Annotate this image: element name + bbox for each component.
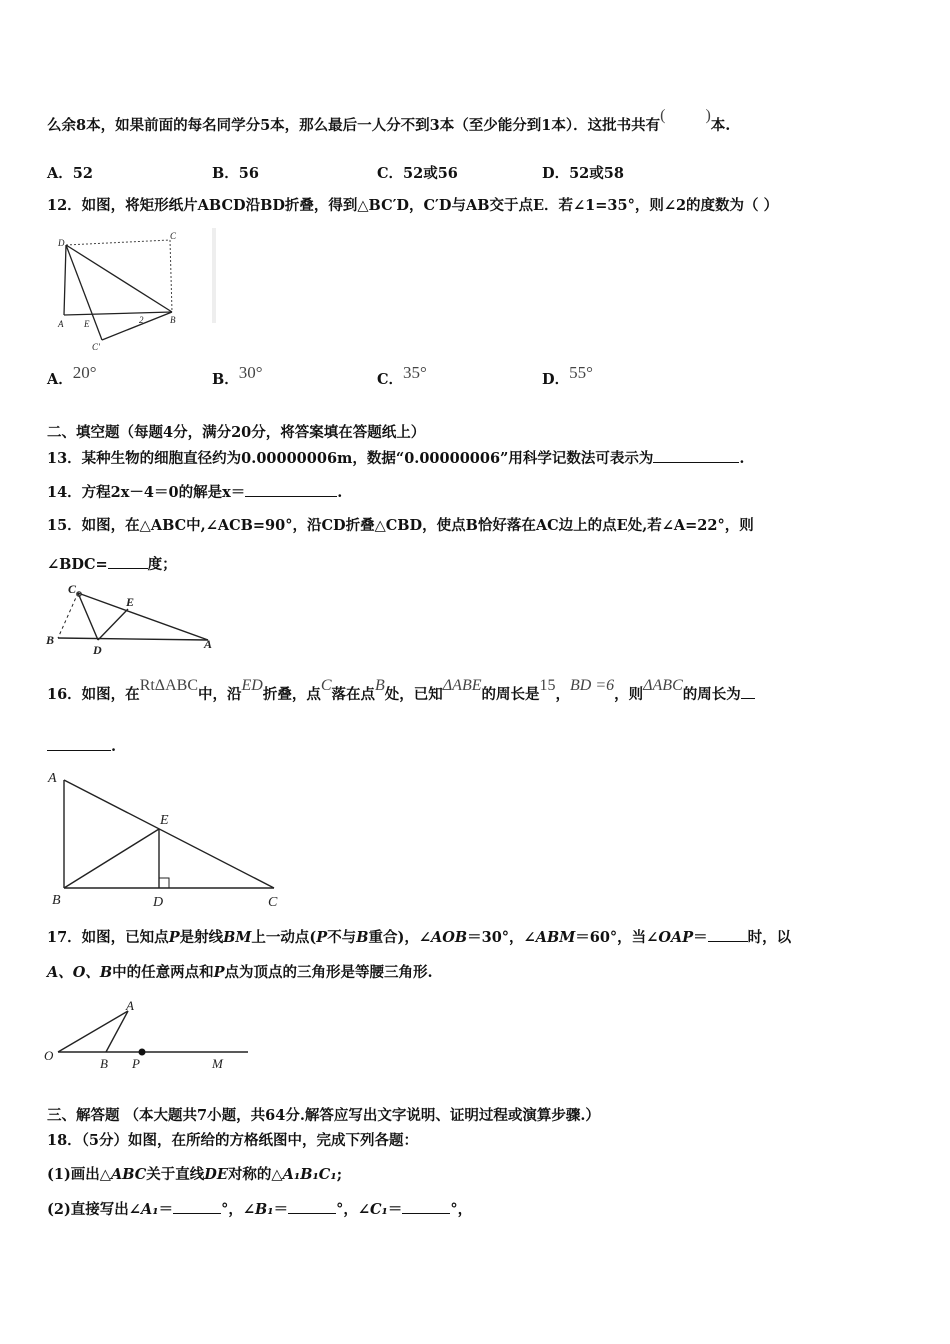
q15-label-a: A [204, 637, 213, 651]
q11-text: 么余8本，如果前面的每名同学分5本，那么最后一人分不到3本（至少能分到1本）．这批书共有( )本. [47, 107, 731, 134]
q17-question-line1: 17．如图，已知点P是射线BM上一动点(P不与B重合)，∠AOB＝30°，∠ABM＝60°，当∠OAP＝ 时，以 [47, 929, 792, 946]
q17-label-o: O [44, 1048, 54, 1063]
q17-label-m: M [212, 1056, 223, 1071]
q12-label-c: C [170, 231, 177, 241]
q14-question: 14．方程2x－4＝0的解是x＝ . [47, 484, 343, 501]
q11-option-c[interactable]: C．52或56 [377, 165, 458, 182]
q15-answer-blank[interactable] [108, 554, 148, 569]
section-2-heading: 二、填空题（每题4分，满分20分，将答案填在答题纸上） [47, 424, 426, 441]
q15-question-line1: 15．如图，在△ABC中,∠ACB=90°，沿CD折叠△CBD，使点B恰好落在AC边上的点E处,若∠A=22°，则 [47, 517, 754, 534]
q15-label-d: D [93, 643, 102, 656]
q17-figure [40, 998, 255, 1078]
q17-question-line2: A、O、B中的任意两点和P点为顶点的三角形是等腰三角形. [47, 964, 433, 981]
q12-option-d[interactable]: D．55° [542, 363, 593, 388]
q17-label-p: P [132, 1056, 140, 1071]
q16-label-d: D [153, 895, 164, 910]
q15-label-b: B [46, 633, 55, 647]
q15-figure [42, 580, 222, 656]
q13-answer-blank[interactable] [653, 448, 739, 463]
q17-label-a: A [126, 998, 134, 1013]
q18-angle-b1-blank[interactable] [288, 1199, 336, 1214]
q12-option-c[interactable]: C．35° [377, 363, 427, 388]
section-3-heading: 三、解答题 （本大题共7小题，共64分.解答应写出文字说明、证明过程或演算步骤.） [47, 1107, 600, 1124]
q18-part1: (1)画出△ABC关于直线DE对称的△A₁B₁C₁; [47, 1166, 343, 1183]
q12-label-cprime: C' [92, 342, 100, 352]
q18-part2: (2)直接写出∠A₁＝ °，∠B₁＝ °，∠C₁＝ °， [47, 1201, 473, 1218]
q12-figure [50, 228, 220, 354]
q15-label-c: C [68, 582, 77, 596]
q11-option-d[interactable]: D．52或58 [542, 165, 624, 182]
q16-figure [42, 766, 292, 912]
q12-question: 12．如图，将矩形纸片ABCD沿BD折叠，得到△BC′D，C′D与AB交于点E．若∠1=35°，则∠2的度数为（ ） [47, 197, 779, 214]
q12-label-e: E [84, 319, 90, 329]
q12-option-a[interactable]: A．20° [47, 363, 97, 388]
q16-label-c: C [268, 895, 278, 910]
q12-label-b: B [170, 315, 176, 325]
q12-label-d: D [58, 238, 65, 248]
q15-label-e: E [126, 595, 135, 609]
q17-answer-blank[interactable] [708, 927, 748, 942]
q18-angle-c1-blank[interactable] [402, 1199, 450, 1214]
q13-question: 13．某种生物的细胞直径约为0.00000006m，数据“0.00000006”用科学记数法可表示为 . [47, 450, 745, 467]
q17-label-b: B [100, 1056, 108, 1071]
q16-label-e: E [160, 813, 169, 828]
q12-label-2: 2 [139, 315, 144, 325]
q18-intro: 18．（5分）如图，在所给的方格纸图中，完成下列各题： [47, 1132, 419, 1149]
q16-label-b: B [52, 893, 61, 908]
q16-label-a: A [48, 771, 57, 786]
q16-answer-blank[interactable] [47, 736, 111, 751]
q14-answer-blank[interactable] [245, 482, 337, 497]
q18-angle-a1-blank[interactable] [173, 1199, 221, 1214]
q16-question: 16．如图，在RtΔABC中，沿ED折叠，点C落在点B处，已知ΔABE的周长是15，BD =6，则ΔABC的周长为 [47, 684, 755, 705]
q11-option-a[interactable]: A．52 [47, 165, 93, 182]
q15-question-line2: ∠BDC= 度； [47, 556, 177, 573]
q11-option-b[interactable]: B．56 [212, 165, 259, 182]
q12-label-a: A [58, 319, 64, 329]
q12-option-b[interactable]: B．30° [212, 363, 263, 388]
q16-answer-line: . [47, 736, 116, 757]
